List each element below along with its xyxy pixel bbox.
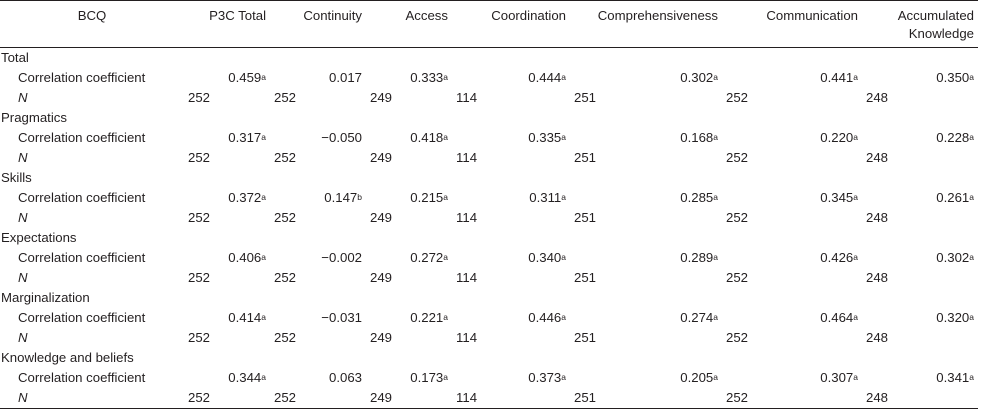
- n-value: 114: [452, 388, 570, 409]
- n-value: 251: [574, 270, 597, 285]
- n-value: 114: [456, 330, 478, 345]
- table-body: [0, 48, 978, 409]
- coefficient-label: Correlation coefficient: [18, 310, 146, 325]
- coefficient-cell: [184, 308, 270, 328]
- n-value: 114: [456, 150, 478, 165]
- coefficient-value: 0.459: [228, 70, 262, 85]
- coefficient-value: 0.302: [936, 250, 970, 265]
- n-row: [0, 148, 978, 168]
- coefficient-value: 0.147: [324, 190, 358, 205]
- coefficient-cell: [270, 248, 366, 268]
- n-row: [0, 328, 978, 348]
- n-label: N: [18, 270, 28, 285]
- significance-marker: a: [969, 312, 974, 322]
- significance-marker: a: [969, 132, 974, 142]
- n-value: 252: [726, 90, 749, 105]
- significance-marker: a: [853, 312, 858, 322]
- n-label: N: [18, 90, 28, 105]
- n-value: 248: [866, 270, 889, 285]
- coefficient-cell: [452, 368, 570, 388]
- coefficient-cell: [722, 248, 862, 268]
- n-value: 252: [188, 330, 211, 345]
- coefficient-value: −0.050: [321, 130, 362, 145]
- significance-marker: a: [261, 72, 266, 82]
- coefficient-row: [0, 368, 978, 388]
- n-value: 114: [456, 210, 478, 225]
- coefficient-value: 0.333: [410, 70, 444, 85]
- coefficient-value: 0.464: [820, 310, 854, 325]
- n-value: 114: [456, 90, 478, 105]
- coefficient-cell: [270, 68, 366, 88]
- n-value: 249: [370, 150, 393, 165]
- coefficient-cell: [722, 68, 862, 88]
- header-comprehensiveness: Comprehensiveness: [597, 8, 718, 23]
- coefficient-value: 0.344: [228, 370, 262, 385]
- group-row: [0, 348, 978, 368]
- coefficient-cell: [722, 368, 862, 388]
- coefficient-value: 0.173: [410, 370, 444, 385]
- coefficient-row: [0, 188, 978, 208]
- n-value: 252: [184, 388, 270, 409]
- coefficient-value: 0.168: [680, 130, 714, 145]
- coefficient-cell: [270, 308, 366, 328]
- coefficient-value: 0.441: [820, 70, 854, 85]
- n-value: 252: [726, 210, 749, 225]
- coefficient-value: 0.340: [528, 250, 562, 265]
- n-value: 252: [726, 150, 749, 165]
- coefficient-value: 0.444: [528, 70, 562, 85]
- significance-marker: a: [561, 252, 566, 262]
- significance-marker: a: [261, 192, 266, 202]
- coefficient-cell: [184, 368, 270, 388]
- group-label: Pragmatics: [1, 110, 67, 125]
- coefficient-value: 0.350: [936, 70, 970, 85]
- group-row: [0, 288, 978, 308]
- coefficient-value: 0.307: [820, 370, 854, 385]
- coefficient-row: [0, 68, 978, 88]
- n-value: 249: [370, 330, 393, 345]
- n-row: [0, 88, 978, 108]
- coefficient-value: 0.317: [228, 130, 262, 145]
- n-value: 248: [866, 330, 889, 345]
- coefficient-cell: [366, 308, 452, 328]
- coefficient-value: 0.063: [328, 370, 362, 385]
- significance-marker: a: [443, 72, 448, 82]
- significance-marker: a: [969, 72, 974, 82]
- significance-marker: a: [561, 72, 566, 82]
- coefficient-value: 0.205: [680, 370, 714, 385]
- coefficient-cell: [366, 248, 452, 268]
- n-label: N: [18, 210, 28, 225]
- coefficient-value: 0.372: [228, 190, 262, 205]
- coefficient-value: −0.002: [321, 250, 362, 265]
- coefficient-cell: [366, 128, 452, 148]
- significance-marker: a: [969, 192, 974, 202]
- coefficient-cell: [570, 188, 722, 208]
- coefficient-label: Correlation coefficient: [18, 70, 146, 85]
- significance-marker: a: [713, 132, 718, 142]
- n-value: 249: [370, 270, 393, 285]
- significance-marker: a: [261, 372, 266, 382]
- coefficient-label: Correlation coefficient: [18, 250, 146, 265]
- coefficient-cell: [184, 128, 270, 148]
- coefficient-cell: [862, 128, 978, 148]
- coefficient-row: [0, 248, 978, 268]
- significance-marker: a: [561, 372, 566, 382]
- n-value: 251: [574, 330, 597, 345]
- n-value: 252: [188, 150, 211, 165]
- header-coordination: Coordination: [491, 8, 566, 23]
- coefficient-value: 0.215: [410, 190, 444, 205]
- coefficient-value: 0.302: [680, 70, 714, 85]
- coefficient-cell: [862, 368, 978, 388]
- coefficient-value: 0.220: [820, 130, 854, 145]
- coefficient-cell: [722, 308, 862, 328]
- coefficient-value: 0.274: [680, 310, 714, 325]
- coefficient-cell: [570, 68, 722, 88]
- n-value: 248: [866, 150, 889, 165]
- n-value: 252: [274, 150, 297, 165]
- group-row: [0, 228, 978, 248]
- coefficient-cell: [366, 188, 452, 208]
- significance-marker: a: [853, 372, 858, 382]
- n-value: 251: [574, 90, 597, 105]
- significance-marker: a: [969, 252, 974, 262]
- header-accumulated-knowledge: Accumulated Knowledge: [897, 8, 974, 41]
- n-row: [0, 208, 978, 228]
- coefficient-label: Correlation coefficient: [18, 190, 146, 205]
- significance-marker: a: [713, 72, 718, 82]
- n-label: N: [18, 330, 28, 345]
- significance-marker: a: [261, 252, 266, 262]
- group-row: [0, 108, 978, 128]
- significance-marker: a: [713, 312, 718, 322]
- coefficient-label: Correlation coefficient: [18, 130, 146, 145]
- coefficient-cell: [184, 68, 270, 88]
- coefficient-cell: [452, 128, 570, 148]
- significance-marker: a: [261, 132, 266, 142]
- coefficient-value: 0.285: [680, 190, 714, 205]
- coefficient-cell: [184, 248, 270, 268]
- group-row: [0, 168, 978, 188]
- coefficient-cell: [366, 368, 452, 388]
- n-value: 114: [456, 270, 478, 285]
- coefficient-value: 0.406: [228, 250, 262, 265]
- coefficient-cell: [570, 128, 722, 148]
- coefficient-value: 0.261: [936, 190, 970, 205]
- n-value: 252: [726, 330, 749, 345]
- header-row: [0, 1, 978, 48]
- coefficient-row: [0, 128, 978, 148]
- n-value: 248: [862, 388, 978, 409]
- significance-marker: a: [443, 312, 448, 322]
- header-access: Access: [405, 8, 448, 23]
- coefficient-value: 0.311: [529, 190, 562, 205]
- header-communication: Communication: [766, 8, 858, 23]
- group-label: Skills: [1, 170, 32, 185]
- coefficient-cell: [862, 308, 978, 328]
- coefficient-value: 0.335: [528, 130, 562, 145]
- significance-marker: a: [561, 192, 566, 202]
- coefficient-row: [0, 308, 978, 328]
- n-value: 249: [370, 210, 393, 225]
- coefficient-cell: [862, 248, 978, 268]
- significance-marker: a: [443, 132, 448, 142]
- n-value: 251: [574, 210, 597, 225]
- coefficient-cell: [570, 248, 722, 268]
- coefficient-value: 0.373: [528, 370, 562, 385]
- significance-marker: a: [561, 312, 566, 322]
- significance-marker: a: [853, 132, 858, 142]
- n-value: 252: [188, 90, 211, 105]
- n-value: 252: [188, 210, 211, 225]
- n-row: [0, 268, 978, 288]
- significance-marker: a: [853, 192, 858, 202]
- coefficient-cell: [452, 308, 570, 328]
- significance-marker: a: [443, 192, 448, 202]
- n-value: 248: [866, 90, 889, 105]
- n-label: N: [18, 150, 28, 165]
- n-value: 248: [866, 210, 889, 225]
- n-value: 251: [574, 150, 597, 165]
- n-value: 252: [188, 270, 211, 285]
- n-row: [0, 388, 978, 409]
- coefficient-value: 0.228: [936, 130, 970, 145]
- coefficient-value: 0.446: [528, 310, 562, 325]
- coefficient-value: 0.345: [820, 190, 854, 205]
- header-p3c-total: P3C Total: [209, 8, 266, 23]
- significance-marker: a: [853, 72, 858, 82]
- coefficient-value: −0.031: [321, 310, 362, 325]
- n-value: 252: [274, 330, 297, 345]
- coefficient-cell: [452, 188, 570, 208]
- significance-marker: a: [443, 372, 448, 382]
- coefficient-cell: [722, 188, 862, 208]
- coefficient-label: Correlation coefficient: [18, 370, 146, 385]
- coefficient-cell: [862, 188, 978, 208]
- group-label: Expectations: [1, 230, 77, 245]
- n-value: 252: [274, 210, 297, 225]
- n-value: 249: [370, 90, 393, 105]
- header-bcq: BCQ: [77, 8, 107, 23]
- coefficient-value: 0.320: [936, 310, 970, 325]
- n-value: 249: [366, 388, 452, 409]
- significance-marker: a: [713, 252, 718, 262]
- group-label: Marginalization: [1, 290, 90, 305]
- n-label: N: [0, 388, 184, 409]
- significance-marker: a: [713, 372, 718, 382]
- coefficient-value: 0.272: [410, 250, 444, 265]
- coefficient-value: 0.289: [680, 250, 714, 265]
- header-continuity: Continuity: [303, 8, 362, 23]
- group-label: Total: [1, 50, 29, 65]
- coefficient-cell: [270, 128, 366, 148]
- coefficient-cell: [862, 68, 978, 88]
- n-value: 252: [274, 90, 297, 105]
- coefficient-cell: [366, 68, 452, 88]
- significance-marker: a: [443, 252, 448, 262]
- n-value: 252: [274, 270, 297, 285]
- coefficient-cell: [570, 368, 722, 388]
- significance-marker: a: [969, 372, 974, 382]
- coefficient-value: 0.426: [820, 250, 854, 265]
- coefficient-value: 0.221: [410, 310, 444, 325]
- coefficient-cell: [570, 308, 722, 328]
- coefficient-value: 0.341: [936, 370, 970, 385]
- coefficient-value: 0.017: [328, 70, 362, 85]
- n-value: 251: [570, 388, 722, 409]
- n-value: 252: [726, 270, 749, 285]
- coefficient-cell: [270, 188, 366, 208]
- coefficient-cell: [452, 248, 570, 268]
- significance-marker: a: [561, 132, 566, 142]
- n-value: 252: [270, 388, 366, 409]
- significance-marker: a: [713, 192, 718, 202]
- coefficient-value: 0.418: [410, 130, 444, 145]
- coefficient-value: 0.414: [228, 310, 262, 325]
- significance-marker: a: [853, 252, 858, 262]
- coefficient-cell: [270, 368, 366, 388]
- significance-marker: a: [261, 312, 266, 322]
- group-label: Knowledge and beliefs: [1, 350, 134, 365]
- significance-marker: b: [357, 192, 362, 202]
- coefficient-cell: [452, 68, 570, 88]
- group-row: [0, 48, 978, 69]
- coefficient-cell: [184, 188, 270, 208]
- n-value: 252: [722, 388, 862, 409]
- coefficient-cell: [722, 128, 862, 148]
